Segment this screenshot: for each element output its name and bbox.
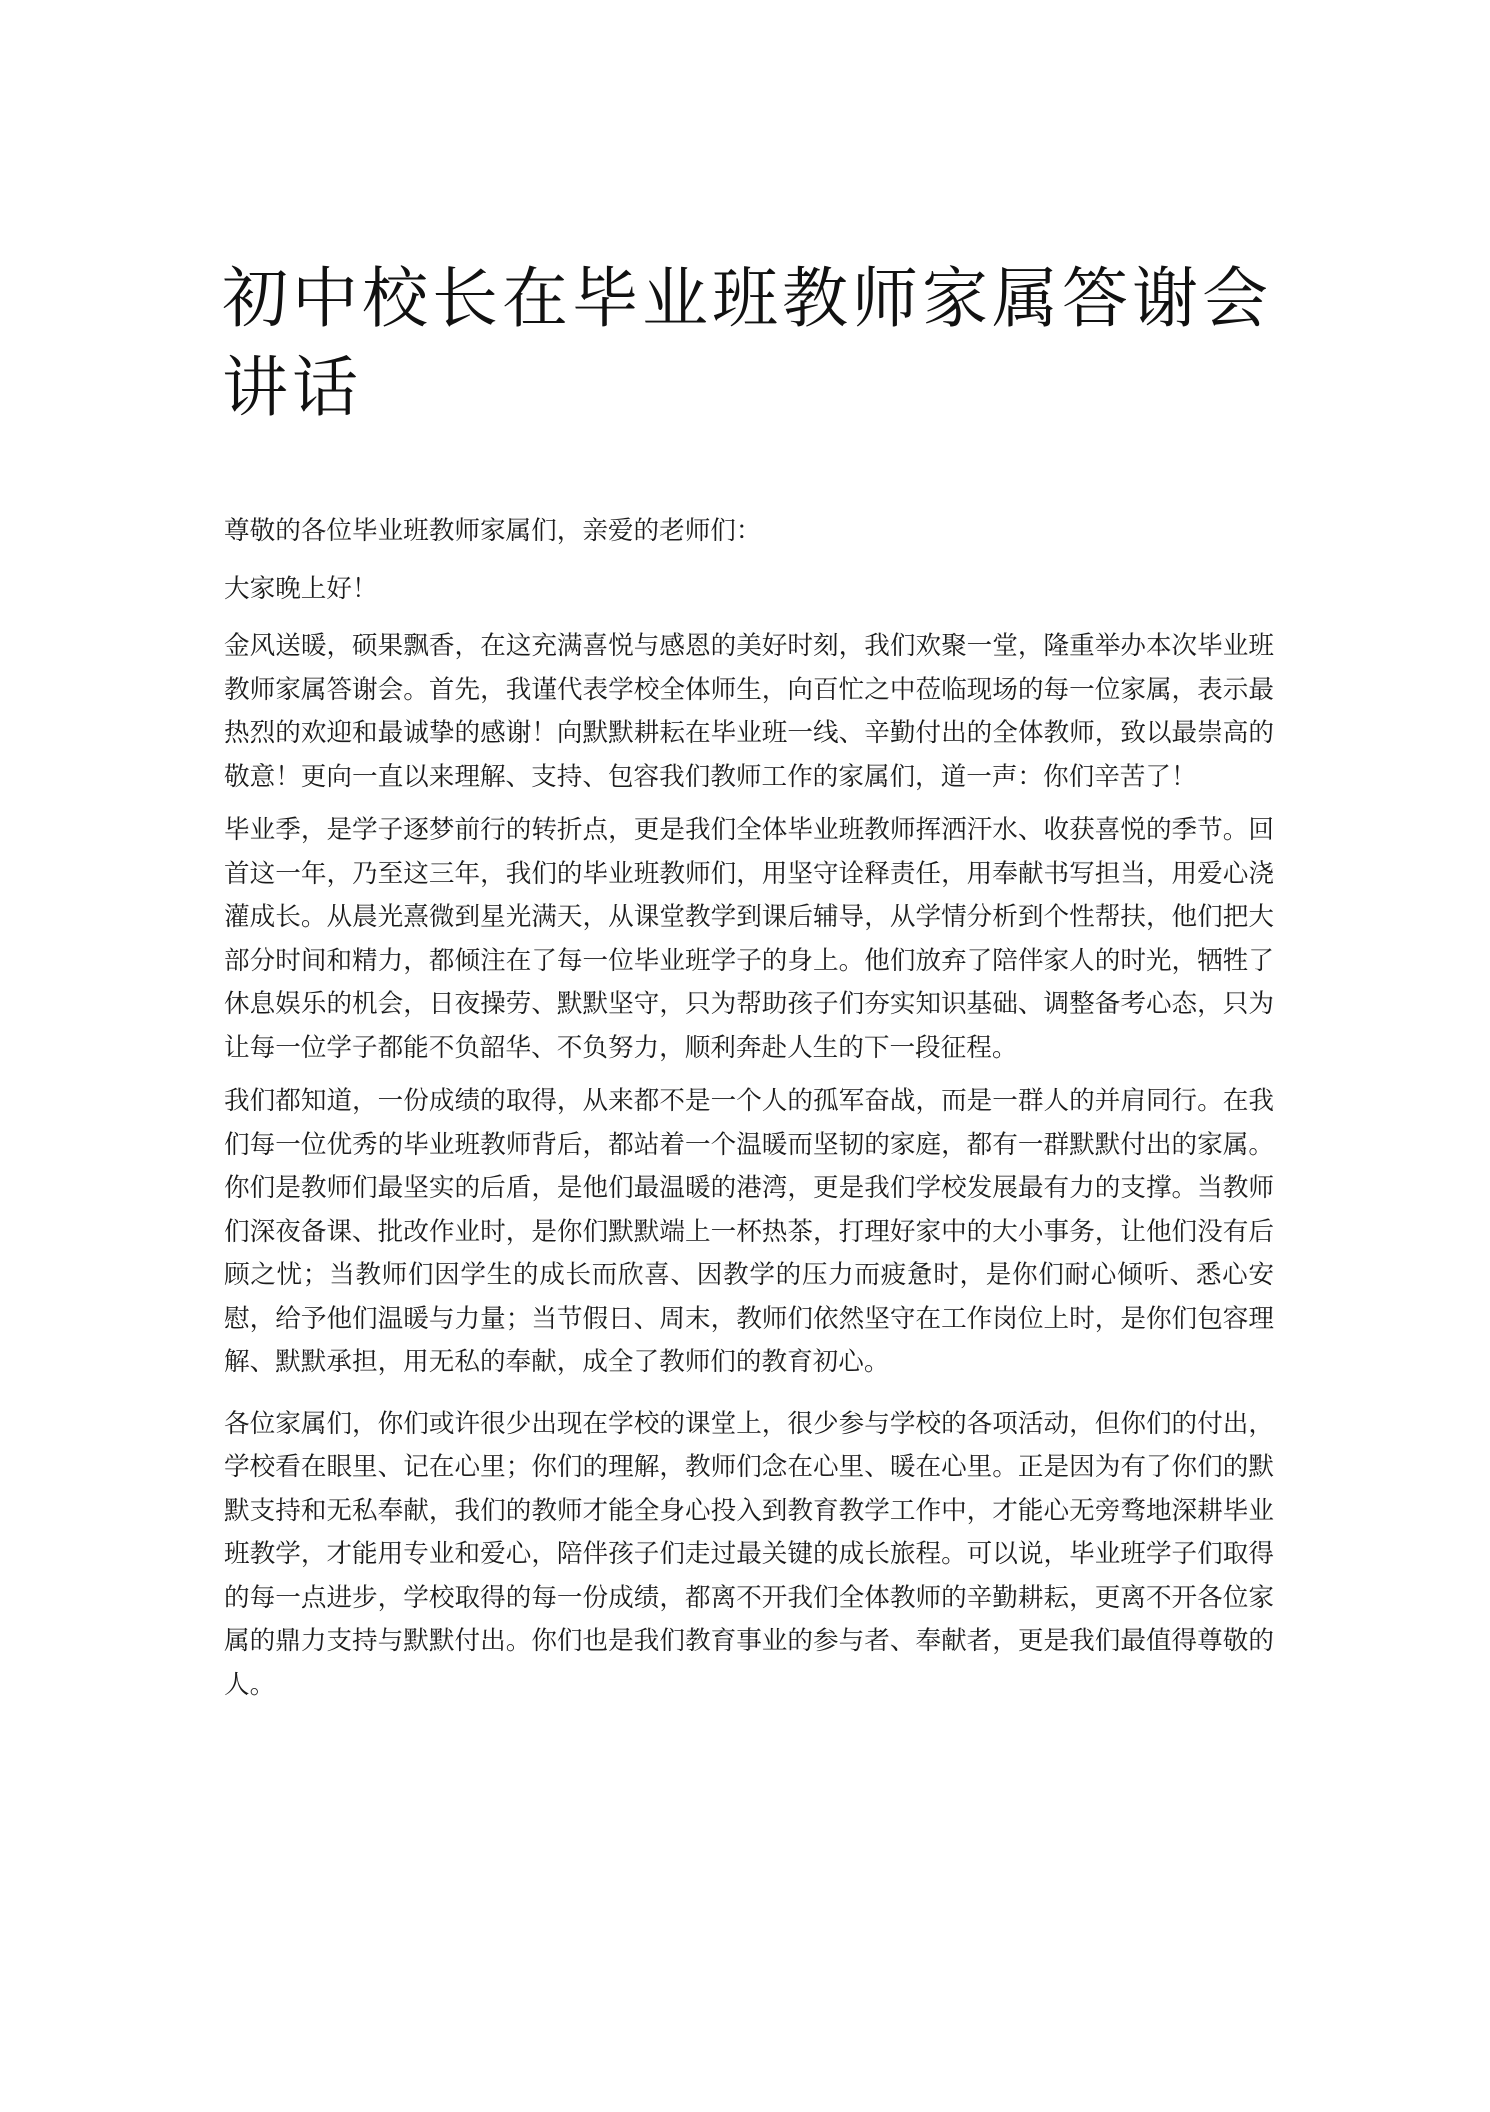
document-title: 初中校长在毕业班教师家属答谢会讲话	[222, 260, 1272, 426]
salutation-paragraph: 尊敬的各位毕业班教师家属们，亲爱的老师们：	[224, 516, 762, 546]
body-paragraph-gratitude: 各位家属们，你们或许很少出现在学校的课堂上，很少参与学校的各项活动，但你们的付出，学校看在眼里、记在心里；你们的理解，教师们念在心里、暖在心里。正是因为有了你们的默默支持和无私奉献，我们的教师才能全身心投入到教育教学工作中，才能心无旁骛地深耕毕业班教学，才能用专业和爱心，陪伴孩子们走过最关键的成长旅程。可以说，毕业班学子们取得的每一点进步，学校取得的每一份成绩，都离不开我们全体教师的辛勤耕耘，更离不开各位家属的鼎力支持与默默付出。你们也是我们教育事业的参与者、奉献者，更是我们最值得尊敬的人。	[224, 1408, 1274, 1700]
body-paragraph-graduation-season: 毕业季，是学子逐梦前行的转折点，更是我们全体毕业班教师挥洒汗水、收获喜悦的季节。回首这一年，乃至这三年，我们的毕业班教师们，用坚守诠释责任，用奉献书写担当，用爱心浇灌成长。从晨光熹微到星光满天，从课堂教学到课后辅导，从学情分析到个性帮扶，他们把大部分时间和精力，都倾注在了每一位毕业班学子的身上。他们放弃了陪伴家人的时光，牺牲了休息娱乐的机会，日夜操劳、默默坚守，只为帮助孩子们夯实知识基础、调整备考心态，只为让每一位学子都能不负韶华、不负努力，顺利奔赴人生的下一段征程。	[224, 815, 1274, 1063]
body-paragraph-family-support: 我们都知道，一份成绩的取得，从来都不是一个人的孤军奋战，而是一群人的并肩同行。在我们每一位优秀的毕业班教师背后，都站着一个温暖而坚韧的家庭，都有一群默默付出的家属。你们是教师们最坚实的后盾，是他们最温暖的港湾，更是我们学校发展最有力的支撑。当教师们深夜备课、批改作业时，是你们默默端上一杯热茶，打理好家中的大小事务，让他们没有后顾之忧；当教师们因学生的成长而欣喜、因教学的压力而疲惫时，是你们耐心倾听、悉心安慰，给予他们温暖与力量；当节假日、周末，教师们依然坚守在工作岗位上时，是你们包容理解、默默承担，用无私的奉献，成全了教师们的教育初心。	[224, 1086, 1274, 1377]
greeting-paragraph: 大家晚上好！	[224, 573, 378, 604]
document-body	[224, 510, 1274, 1717]
body-paragraph-welcome: 金风送暖，硕果飘香，在这充满喜悦与感恩的美好时刻，我们欢聚一堂，隆重举办本次毕业班教师家属答谢会。首先，我谨代表学校全体师生，向百忙之中莅临现场的每一位家属，表示最热烈的欢迎和最诚挚的感谢！向默默耕耘在毕业班一线、辛勤付出的全体教师，致以最崇高的敬意！更向一直以来理解、支持、包容我们教师工作的家属们，道一声：你们辛苦了！	[224, 631, 1274, 792]
